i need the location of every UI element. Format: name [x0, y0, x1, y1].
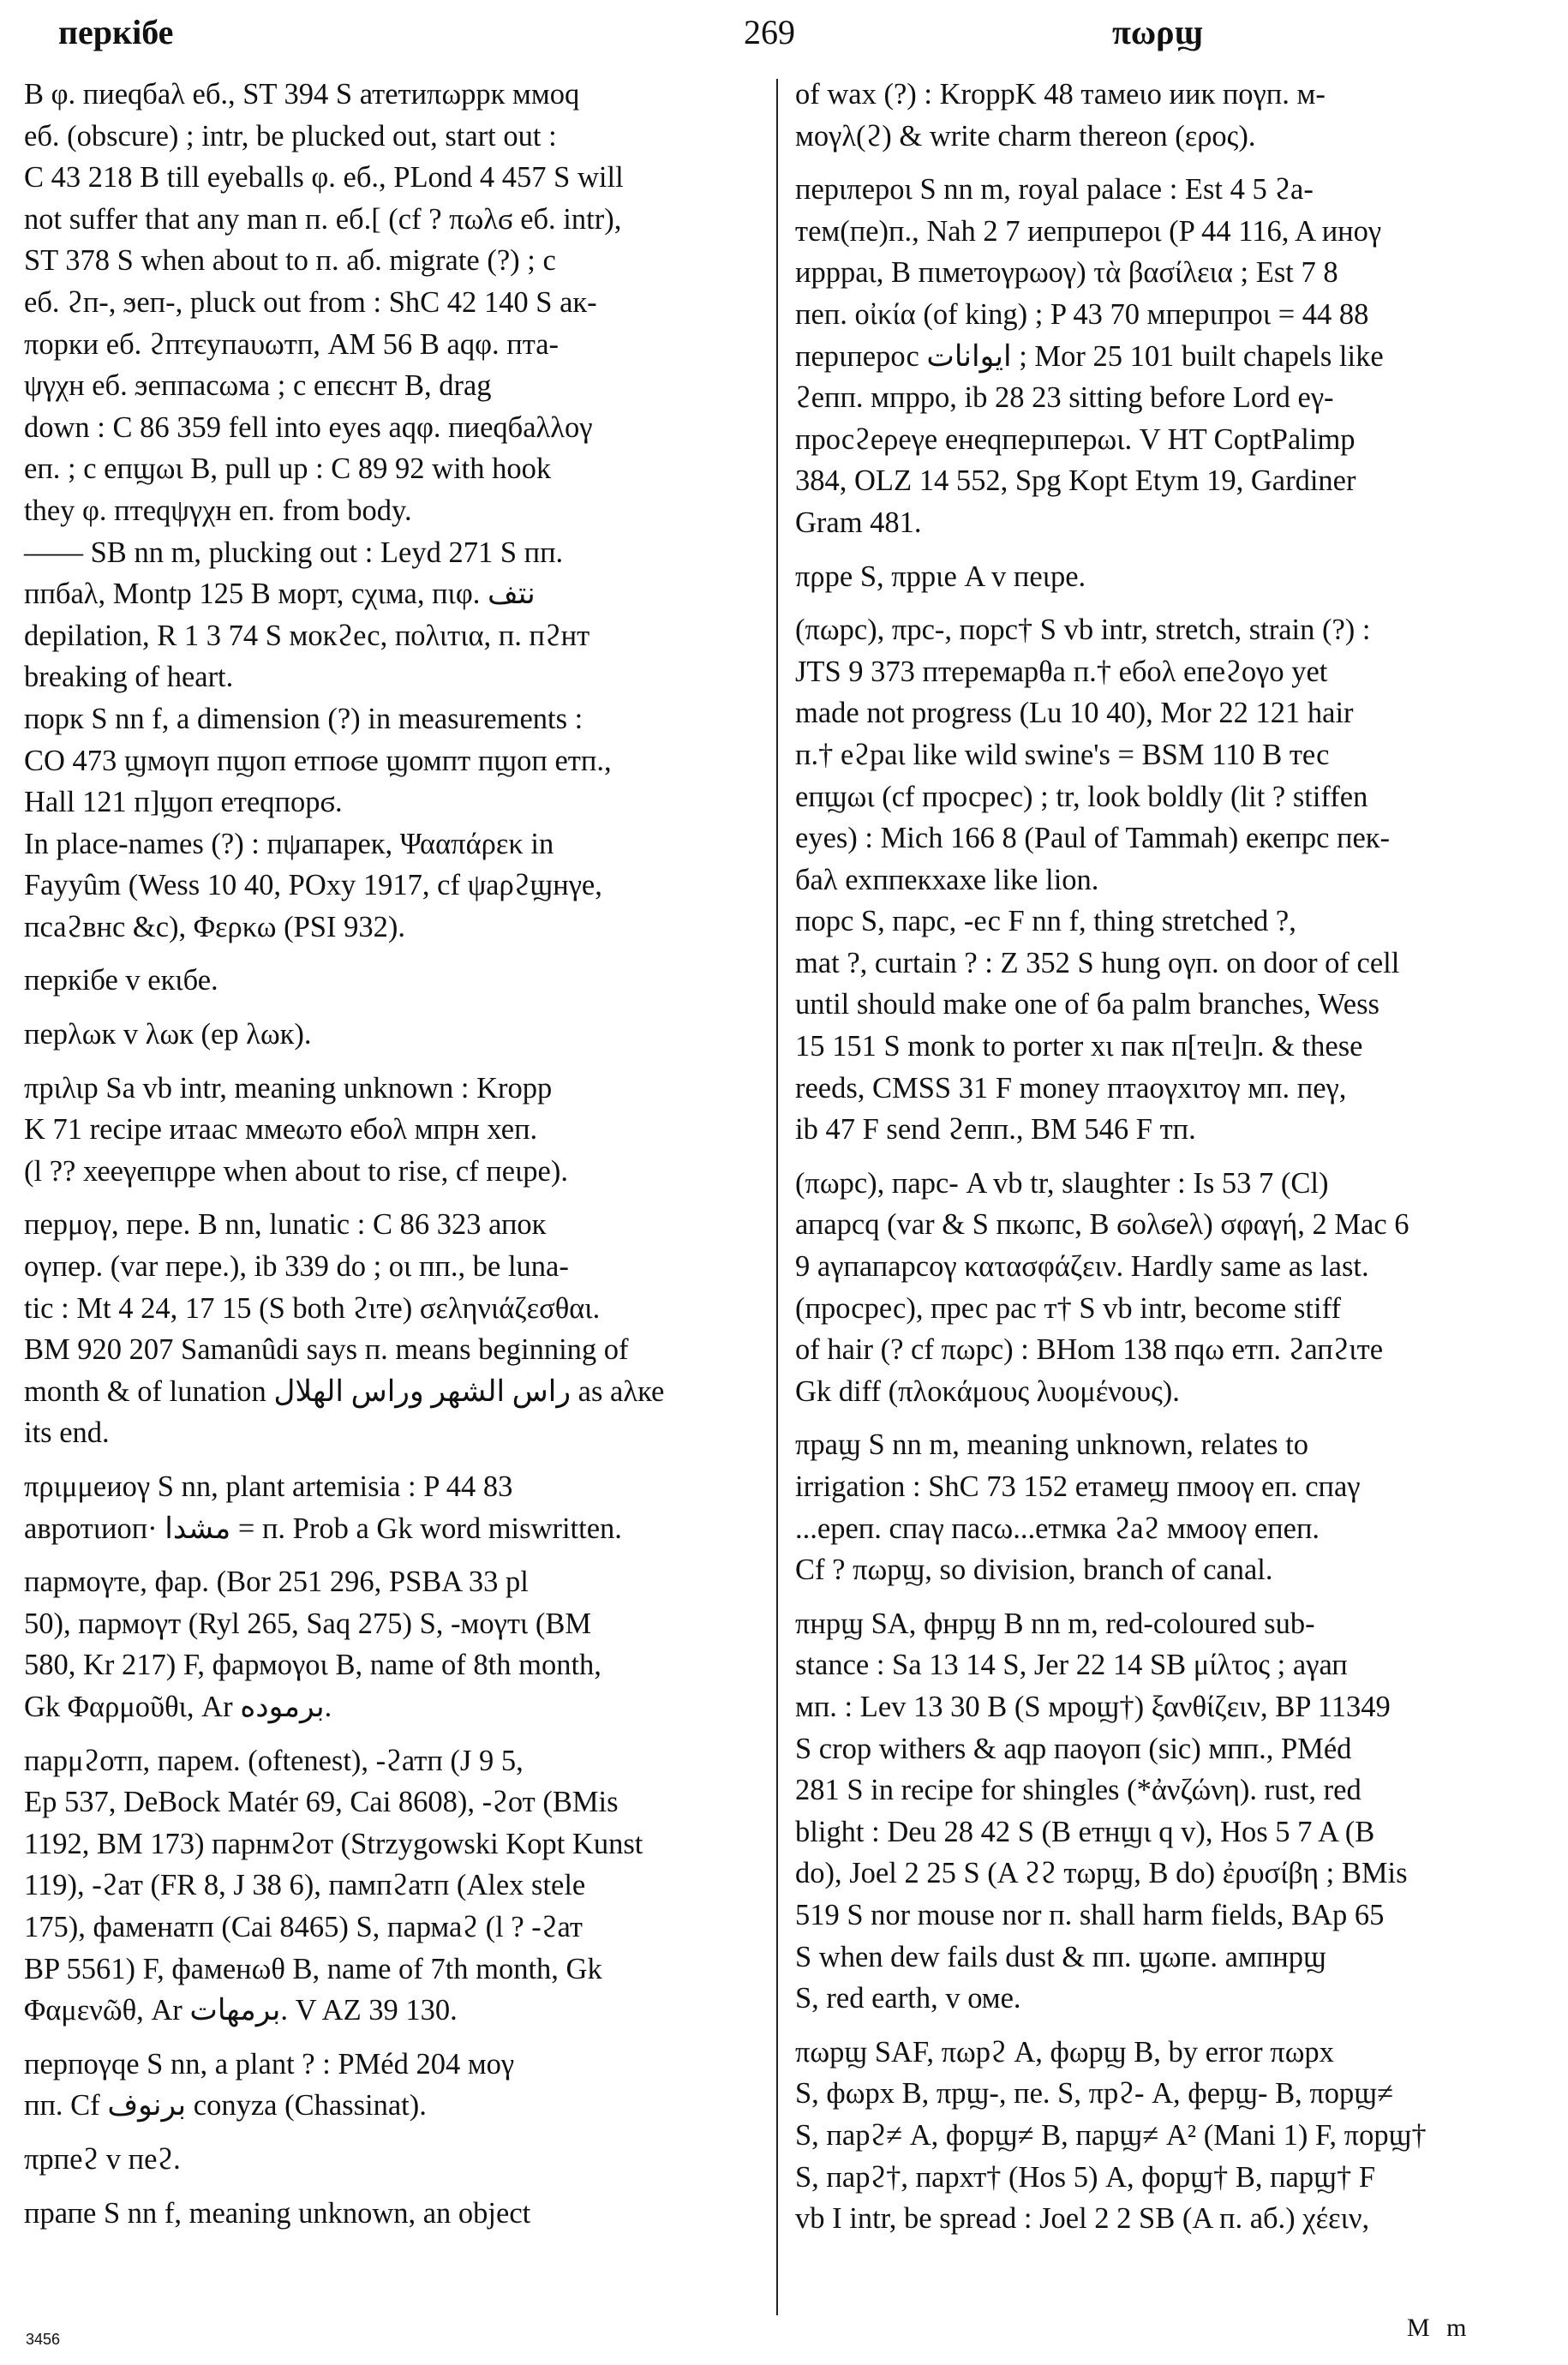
text-line: ϩепп. мпрро, ib 28 23 sitting before Lord еγ- [795, 381, 1334, 415]
entry-gap [24, 1728, 761, 1740]
entry-gap [24, 1002, 761, 1014]
text-line: еп. ; с епϣωι B, pull up : C 89 92 with hook [24, 452, 552, 486]
entry-gap [795, 1412, 1532, 1424]
left-headword: перкібе [58, 13, 174, 51]
text-line: they φ. птеqψγχн еп. from body. [24, 494, 412, 527]
text-line: mat ?, curtain ? : Z 352 S hung оγп. on door of cell [795, 946, 1400, 979]
page-header [24, 12, 1532, 63]
text-line: баλ ехппекхахе like lion. [795, 863, 1099, 896]
text-line: перμоγ, пере. B nn, lunatic : C 86 323 апок [24, 1208, 547, 1242]
text-line: ib 47 F send ϩепп., BM 546 F тп. [795, 1113, 1196, 1147]
text-line: 519 S nor mouse nor п. shall harm fields, BAp 65 [795, 1898, 1385, 1931]
text-line: 15 151 S monk to porter хι пак п[теι]п. & these [795, 1030, 1363, 1063]
right-column [795, 74, 1532, 2240]
text-line: of hair (? cf πωрс) : BHom 138 пqω етп. ϩапϩιте [795, 1333, 1384, 1367]
text-line: 1192, BM 173) парнмϩот (Strzygowski Kopt Kunst [24, 1827, 643, 1860]
text-line: пармоγте, фар. (Bor 251 296, PSBA 33 pl [24, 1566, 529, 1599]
text-line: Gk Φαρμοῦθι, Ar برموده. [24, 1690, 332, 1723]
text-line: епϣωι (cf просрес) ; tr, look boldly (lit ? stiffen [795, 780, 1368, 813]
entry-gap [24, 1192, 761, 1204]
text-line: 9 аγпапарсоγ κατασφάζειν. Hardly same as last. [795, 1250, 1369, 1284]
text-line: 580, Kr 217) F, фармоγοι B, name of 8th month, [24, 1649, 601, 1682]
text-line: until should make one of ба palm branches, Wess [795, 988, 1379, 1021]
text-line: BM 920 207 Samanûdi says п. means beginning of [24, 1333, 629, 1367]
text-line: πωрϣ SAF, πωрϩ A, фωрϣ B, by error πωрх [795, 2035, 1334, 2069]
text-line: S crop withers & аqр паоγоп (sic) мпп., PMéd [795, 1732, 1352, 1765]
entry-gap [24, 1454, 761, 1466]
text-line: S, red earth, v оме. [795, 1982, 1021, 2015]
text-line: апарсq (var & S пкωпс, B ϭоλϭеλ) σφαγή, 2 Mac 6 [795, 1208, 1409, 1242]
text-line: πρре S, πррιе A v пеιре. [795, 560, 1086, 593]
text-line: Gram 481. [795, 506, 922, 539]
text-line: порс S, парс, -ес F nn f, thing stretched ?, [795, 905, 1296, 938]
entry-gap [795, 2020, 1532, 2032]
column-divider [776, 79, 778, 2315]
text-line: просϩеρеγе енеqперιперωι. V HT CoptPalimp [795, 422, 1356, 456]
text-line: B φ. пиеqбаλ еб., ST 394 S атетиπωррк ммоq [24, 78, 580, 111]
text-line: Cf ? πωрϣ, so division, branch of canal. [795, 1554, 1273, 1587]
text-line: иррраι, B пιметоγрωоγ) τὰ βασίλεια ; Est 7 8 [795, 256, 1338, 290]
text-line: (πωрс), парс- A vb tr, slaughter : Is 53 7 (Cl) [795, 1166, 1329, 1200]
text-line: авротιиоп· مشدا = п. Prob a Gk word miswritten. [24, 1512, 622, 1545]
text-line: ψγχн еб. ϧеппасωма ; с епєснт B, drag [24, 369, 492, 403]
text-line: порк S nn f, a dimension (?) in measurements : [24, 702, 584, 735]
entry-gap [795, 544, 1532, 556]
text-line: reeds, CMSS 31 F money птаоγхιтоγ мп. пеγ, [795, 1071, 1347, 1105]
text-line: C 43 218 B till eyeballs φ. еб., PLond 4 457 S will [24, 161, 624, 195]
text-line: —— SB nn m, plucking out : Leyd 271 S пп. [24, 536, 564, 569]
text-line: Fayyûm (Wess 10 40, POxy 1917, cf ψаρϩϣнγе, [24, 869, 602, 902]
text-line: парμϩотп, парем. (oftenest), -ϩатп (J 9 5, [24, 1744, 524, 1777]
text-line: πраϣ S nn m, meaning unknown, relates to [795, 1428, 1309, 1462]
text-line: πριμμеиоγ S nn, plant artemisia : P 44 83 [24, 1470, 513, 1503]
text-line: еб. (obscure) ; intr, be plucked out, start out : [24, 119, 557, 153]
text-line: перкібе v екιбе. [24, 964, 218, 997]
text-line: перιперос ايوانات ; Mor 25 101 built chapels like [795, 339, 1384, 373]
text-line: πорки еб. ϩптєупаυωтп, AM 56 B аqφ. пта- [24, 327, 559, 361]
text-line: перпоγqе S nn, a plant ? : PMéd 204 моγ [24, 2047, 515, 2081]
text-line: not suffer that any man п. еб.[ (cf ? πωλϭ еб. intr), [24, 202, 622, 236]
text-line: down : C 86 359 fell into eyes аqφ. пиеqбаλλоγ [24, 410, 593, 444]
text-line: made not progress (Lu 10 40), Mor 22 121 hair [795, 697, 1354, 730]
text-line: S, фωрх B, πрϣ-, пе. S, πрϩ- A, ферϣ- B, πорϣ≠ [795, 2077, 1394, 2111]
text-line: еб. ϩп-, ϧеп-, pluck out from : ShC 42 140 S ак- [24, 285, 597, 319]
text-line: its end. [24, 1416, 110, 1450]
text-line: Gk diff (πλοκάμους λυομένους). [795, 1374, 1180, 1408]
text-line: do), Joel 2 25 S (A ϩϩ тωрϣ, B do) ἐρυσίβη ; BMis [795, 1857, 1408, 1890]
text-line: перλωк v λωк (ер λωк). [24, 1018, 312, 1051]
text-line: irrigation : ShC 73 152 етамеϣ пмоoγ еп. спаγ [795, 1470, 1361, 1503]
catchword: M m [1407, 2314, 1472, 2342]
text-line: JTS 9 373 птеремарθа п.† ебоλ епеϩоγо yet [795, 655, 1328, 688]
text-line: тем(пе)п., Nah 2 7 иепрιперοι (P 44 116, A иноγ [795, 214, 1382, 248]
text-line: breaking of heart. [24, 661, 234, 694]
left-column [24, 74, 761, 2234]
text-line: 281 S in recipe for shingles (*ἀνζώνη). rust, red [795, 1774, 1362, 1807]
text-line: (просрес), прес рас т† S vb intr, become stiff [795, 1291, 1341, 1325]
text-line: K 71 recipe итаас ммеωто ебоλ мпрн хеп. [24, 1113, 538, 1147]
entry-gap [24, 948, 761, 960]
entry-gap [795, 157, 1532, 169]
text-line: 50), пармоγт (Ryl 265, Saq 275) S, -моγтι (BM [24, 1607, 592, 1640]
text-line: (πωрс), πрс-, порс† S vb intr, stretch, strain (?) : [795, 614, 1371, 647]
entry-gap [24, 2127, 761, 2139]
text-line: мп. : Lev 13 30 B (S мроϣ†) ξανθίζειν, BP 11349 [795, 1690, 1391, 1723]
right-headword: πωρϣ [1112, 13, 1203, 51]
entry-gap [795, 1591, 1532, 1603]
text-line: BP 5561) F, фаменωθ B, name of 7th month, Gk [24, 1952, 602, 1985]
text-line: πрιλιр Sa vb intr, meaning unknown : Kropp [24, 1071, 553, 1105]
text-line: (l ?? хееγепιρре when about to rise, cf пеιре). [24, 1154, 568, 1188]
text-line: tic : Mt 4 24, 17 15 (S both ϩιте) σεληνιάζεσθαι. [24, 1291, 601, 1325]
text-line: перιπерοι S nn m, royal palace : Est 4 5 ϩа- [795, 173, 1314, 207]
entry-gap [24, 2032, 761, 2044]
text-line: eyes) : Mich 166 8 (Paul of Tammah) екепрс пек- [795, 822, 1391, 855]
entry-gap [24, 1549, 761, 1561]
entry-gap [24, 1056, 761, 1068]
text-line: blight : Deu 28 42 S (B етнϣι q v), Hos 5 7 A (B [795, 1815, 1375, 1848]
text-line: In place-names (?) : пψапарек, Ψααπάρεκ in [24, 827, 554, 860]
text-line: ST 378 S when about to п. аб. migrate (?) ; с [24, 244, 556, 278]
text-line: оγпер. (var пере.), ib 339 do ; οι пп., be luna- [24, 1250, 569, 1284]
entry-gap [24, 2181, 761, 2193]
text-line: Φαμενῶθ, Ar برمهات. V AZ 39 130. [24, 1994, 458, 2027]
text-line: vb I intr, be spread : Joel 2 2 SB (A п. аб.) χέειν, [795, 2202, 1370, 2236]
text-line: 119), -ϩат (FR 8, J 38 6), пампϩатп (Alex stele [24, 1869, 586, 1902]
text-line: п.† еϩраι like wild swine's = BSM 110 B тес [795, 738, 1330, 771]
text-line: of wax (?) : KroppK 48 тамеιо иик поγп. м- [795, 78, 1326, 111]
text-line: ...ереп. спаγ пасω...етмка ϩаϩ ммоoγ епеп. [795, 1512, 1320, 1545]
text-line: πрпеϩ v пеϩ. [24, 2142, 181, 2176]
text-line: прапе S nn f, meaning unknown, an object [24, 2196, 531, 2230]
text-line: 175), фаменатп (Cai 8465) S, пармаϩ (l ? -ϩат [24, 1910, 583, 1943]
text-line: пп. Cf برنوف conyza (Chassinat). [24, 2089, 427, 2123]
signature-mark: 3456 [26, 2331, 61, 2348]
text-line: depilation, R 1 3 74 S мокϩес, поλιтια, п. пϩнт [24, 619, 590, 652]
text-line: 384, OLZ 14 552, Spg Kopt Etym 19, Gardiner [795, 464, 1356, 498]
text-line: псаϩвнс &c), Φερκω (PSI 932). [24, 910, 405, 943]
text-line: CO 473 ϣмоγп пϣоп етпоϭе ϣомпт пϣоп етп., [24, 744, 612, 777]
text-line: πнрϣ SA, фнрϣ B nn m, red-coloured sub- [795, 1607, 1315, 1640]
entry-gap [795, 1151, 1532, 1163]
text-line: S when dew fails dust & пп. ϣωпе. ампнрϣ [795, 1940, 1326, 1973]
page-number: 269 [744, 13, 795, 51]
text-line: Ep 537, DeBock Matér 69, Cai 8608), -ϩот (BMis [24, 1786, 619, 1819]
entry-gap [795, 597, 1532, 609]
text-line: ппбаλ, Montp 125 B морт, сχιма, пιφ. نتف [24, 578, 536, 611]
text-line: моγλ(ϩ) & write charm thereon (ερος). [795, 119, 1256, 153]
text-line: пеп. οἰκία (of king) ; P 43 70 мперιпрοι = 44 88 [795, 297, 1369, 331]
text-line: Hall 121 п]ϣоп етеqпорϭ. [24, 786, 343, 819]
text-line: S, парϩ†, пархт† (Hos 5) A, форϣ† B, парϣ† F [795, 2160, 1376, 2194]
text-line: month & of lunation راس الشهر وراس الهلال as аλке [24, 1374, 665, 1408]
text-line: S, парϩ≠ A, форϣ≠ B, парϣ≠ A² (Mani 1) F, πорϣ† [795, 2118, 1427, 2152]
text-line: stance : Sa 13 14 S, Jer 22 14 SB μίλτος ; аγап [795, 1649, 1348, 1682]
